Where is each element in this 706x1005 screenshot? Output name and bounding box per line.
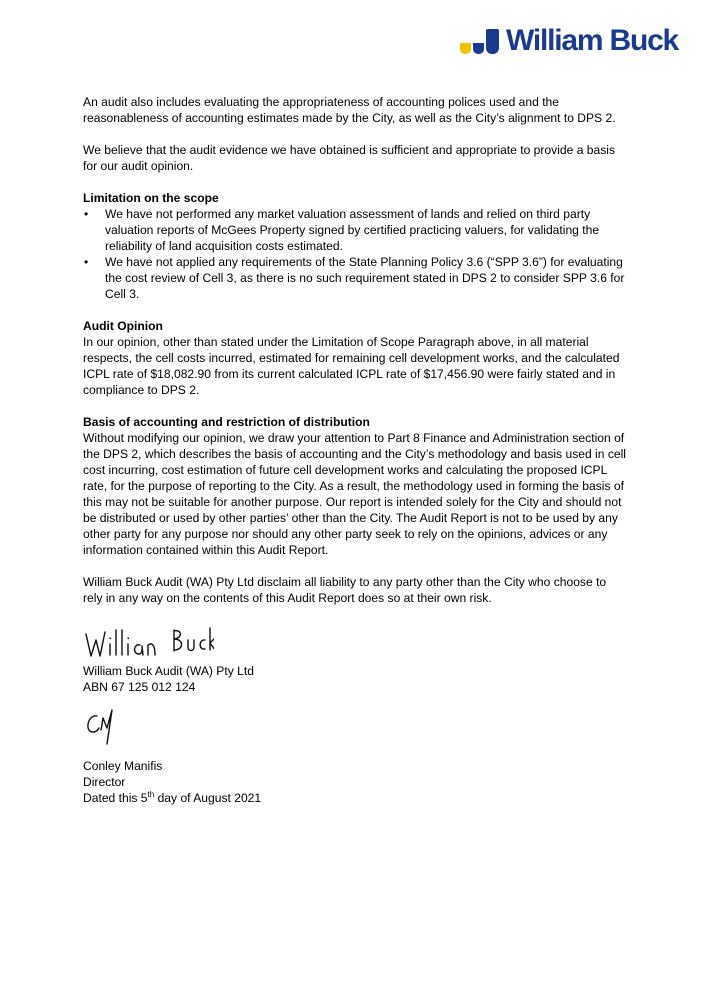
opinion-body: In our opinion, other than stated under the Limitation of Scope Paragraph above, in all material respects, the cell costs incurred, estimated for remaining cell development works, and the calculated ICPL rate of $18,082.90 from its current calculated ICPL rate of $17,456.90 were fairly stated and in compliance to DPS 2.: [83, 335, 620, 397]
basis-body: Without modifying our opinion, we draw your attention to Part 8 Finance and Administration section of the DPS 2, which describes the basis of accounting and the City’s methodology and basis used in cell cost incurring, cost estimation of future cell development works and calculating the proposed ICPL rate, for the purpose of reporting to the City. As a result, the methodology used in forming the basis of this may not be suitable for another purpose. Our report is intended solely for the City and should not be distributed or used by other parties’ other than the City. The Audit Report is not to be used by any other party for any purpose nor should any other party seek to rely on the opinions, advices or any information contained within this Audit Report.: [83, 431, 626, 557]
director-signature-block: [83, 758, 261, 806]
limitation-list: [83, 206, 628, 302]
logo-text: William Buck: [506, 24, 679, 57]
firm-signature-block: [83, 663, 254, 695]
basis-heading: Basis of accounting and restriction of distribution: [83, 415, 370, 429]
opinion-heading: Audit Opinion: [83, 319, 163, 333]
director-name: Conley Manifis: [83, 759, 163, 773]
signature-date: Dated this 5th day of August 2021: [83, 789, 262, 805]
director-signature: [84, 706, 124, 748]
bullet-icon: •: [84, 255, 89, 269]
firm-abn: ABN 67 125 012 124: [83, 680, 196, 694]
disclaimer-paragraph: William Buck Audit (WA) Pty Ltd disclaim all liability to any party other than the City who choose to rely in any way on the contents of this Audit Report does so at their own risk.: [83, 575, 607, 605]
list-item: [83, 206, 628, 254]
firm-name: William Buck Audit (WA) Pty Ltd: [83, 664, 254, 678]
william-buck-signature: [84, 624, 214, 660]
william-buck-logo: [460, 24, 678, 58]
director-title: Director: [83, 775, 126, 789]
bullet-text: We have not performed any market valuation assessment of lands and relied on third party valuation reports of McGees Property signed by certified practicing valuers, for validating the reliability of land acquisition costs estimated.: [105, 207, 600, 253]
list-item: [83, 254, 628, 302]
limitation-heading: Limitation on the scope: [83, 191, 219, 205]
paragraph-audit-evaluation: An audit also includes evaluating the appropriateness of accounting polices used and the reasonableness of accounting estimates made by the City, as well as the City’s alignment to DPS 2.: [83, 95, 616, 125]
paragraph-audit-evidence: We believe that the audit evidence we have obtained is sufficient and appropriate to provide a basis for our audit opinion.: [83, 143, 616, 173]
bullet-icon: •: [84, 207, 89, 221]
report-body: [83, 94, 628, 606]
bullet-text: We have not applied any requirements of the State Planning Policy 3.6 (“SPP 3.6”) for evaluating the cost review of Cell 3, as there is no such requirement stated in DPS 2 to consider SPP 3.6 for Cell 3.: [105, 255, 625, 301]
logo-mark-icon: [460, 29, 501, 54]
